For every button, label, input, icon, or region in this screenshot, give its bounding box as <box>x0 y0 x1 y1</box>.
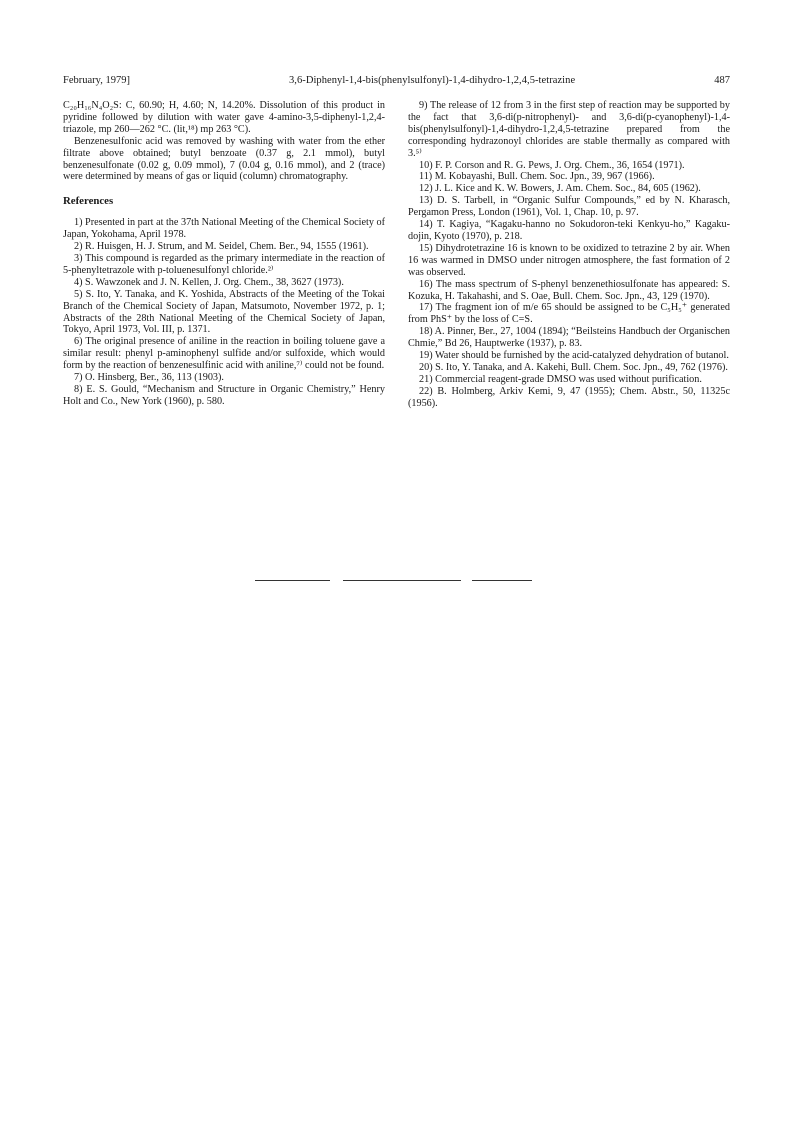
reference-item: 22) B. Holmberg, Arkiv Kemi, 9, 47 (1955); Chem. Abstr., 50, 11325c (1956). <box>408 385 730 409</box>
reference-item: 9) The release of 12 from 3 in the first step of reaction may be supported by the fact that 3,6-di(p-nitrophenyl)- and 3,6-di(p-cyanophenyl)-1,4-bis(phenylsulfonyl)-1,4-dihydro-1,2,4,5-tetrazine prepared from the corresponding hydrazonoyl chlorides are stable thermally as compared with 3.⁵⁾ <box>408 100 730 159</box>
left-column <box>63 100 385 408</box>
reference-item: 11) M. Kobayashi, Bull. Chem. Soc. Jpn., 39, 967 (1966). <box>419 171 655 183</box>
end-divider <box>472 580 532 581</box>
reference-item: 8) E. S. Gould, “Mechanism and Structure in Organic Chemistry,” Henry Holt and Co., New York (1960), p. 580. <box>63 383 385 407</box>
reference-item: 7) O. Hinsberg, Ber., 36, 113 (1903). <box>74 372 224 384</box>
reference-item: 16) The mass spectrum of S-phenyl benzenethiosulfonate has appeared: S. Kozuka, H. Takahashi, and S. Oae, Bull. Chem. Soc. Jpn., 43, 129 (1970). <box>408 278 730 302</box>
reference-item: 18) A. Pinner, Ber., 27, 1004 (1894); “Beilsteins Handbuch der Organischen Chmie,” Bd 26, Hauptwerke (1937), p. 83. <box>408 326 730 350</box>
reference-item: 15) Dihydrotetrazine 16 is known to be oxidized to tetrazine 2 by air. When 16 was warmed in DMSO under nitrogen atmosphere, the fast formation of 2 was observed. <box>408 242 730 278</box>
right-column <box>408 100 730 410</box>
reference-item: 2) R. Huisgen, H. J. Strum, and M. Seidel, Chem. Ber., 94, 1555 (1961). <box>74 241 369 253</box>
reference-item: 20) S. Ito, Y. Tanaka, and A. Kakehi, Bull. Chem. Soc. Jpn., 49, 762 (1976). <box>419 361 728 373</box>
reference-item: 21) Commercial reagent-grade DMSO was used without purification. <box>419 373 702 385</box>
header-date: February, 1979] <box>63 75 130 86</box>
running-header <box>63 75 730 89</box>
body-paragraph: C₂₀H₁₆N₄O₂S: C, 60.90; H, 4.60; N, 14.20%. Dissolution of this product in pyridine followed by dilution with water gave 4-amino-3,5-diphenyl-1,2,4-triazole, mp 260—262 °C. (lit,¹⁸) mp 263 °C). <box>63 100 385 135</box>
reference-item: 19) Water should be furnished by the acid-catalyzed dehydration of butanol. <box>419 350 729 362</box>
body-paragraph: Benzenesulfonic acid was removed by washing with water from the ether filtrate above obtained; butyl benzoate (0.37 g, 2.1 mmol), butyl benzenesulfonate (0.02 g, 0.09 mmol), 7 (0.04 g, 0.16 mmol), and 2 (trace) were determined by means of gas or liquid (column) chromatography. <box>63 135 385 183</box>
end-divider <box>255 580 330 581</box>
reference-item: 5) S. Ito, Y. Tanaka, and K. Yoshida, Abstracts of the Meeting of the Tokai Branch of the Chemical Society of Japan, Matsumoto, November 1972, p. 1; Abstracts of the 28th National Meeting of the Chemical Society of Japan, Tokyo, April 1973, Vol. III, p. 1371. <box>63 288 385 336</box>
reference-item: 12) J. L. Kice and K. W. Bowers, J. Am. Chem. Soc., 84, 605 (1962). <box>419 183 701 195</box>
references-heading: References <box>63 195 114 208</box>
reference-item: 17) The fragment ion of m/e 65 should be assigned to be C₅H₅⁺ generated from PhS⁺ by the loss of C=S. <box>408 302 730 326</box>
reference-item: 10) F. P. Corson and R. G. Pews, J. Org. Chem., 36, 1654 (1971). <box>419 159 685 171</box>
page-number: 487 <box>714 75 730 86</box>
reference-item: 1) Presented in part at the 37th National Meeting of the Chemical Society of Japan, Yokohama, April 1978. <box>63 217 385 241</box>
reference-item: 13) D. S. Tarbell, in “Organic Sulfur Compounds,” ed by N. Kharasch, Pergamon Press, London (1961), Vol. 1, Chap. 10, p. 97. <box>408 195 730 219</box>
end-divider <box>343 580 461 581</box>
reference-item: 14) T. Kagiya, “Kagaku-hanno no Sokudoron-teki Kenkyu-ho,” Kagaku-dojin, Kyoto (1970), p. 218. <box>408 219 730 242</box>
reference-item: 4) S. Wawzonek and J. N. Kellen, J. Org. Chem., 38, 3627 (1973). <box>74 276 344 288</box>
header-title: 3,6-Diphenyl-1,4-bis(phenylsulfonyl)-1,4-dihydro-1,2,4,5-tetrazine <box>289 75 576 86</box>
reference-item: 6) The original presence of aniline in the reaction in boiling toluene gave a similar result: phenyl p-aminophenyl sulfide and/or sulfoxide, which would form by the reaction of benzenesulfinic acid with aniline,⁷⁾ could not be found. <box>63 336 385 372</box>
reference-item: 3) This compound is regarded as the primary intermediate in the reaction of 5-phenyltetrazole with p-toluenesulfonyl chloride.²⁾ <box>63 252 385 276</box>
